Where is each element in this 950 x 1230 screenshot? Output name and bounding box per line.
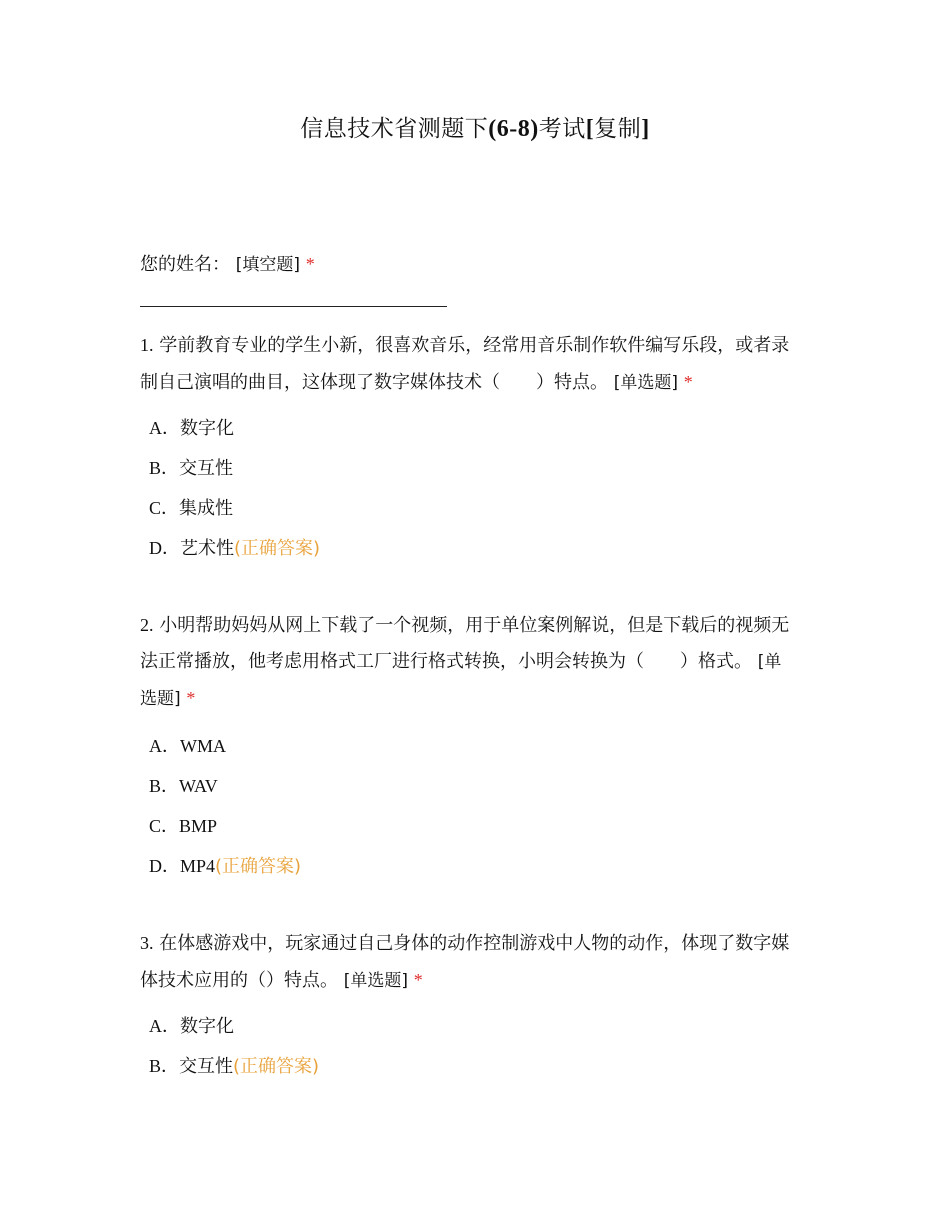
name-question xyxy=(140,246,315,283)
question-1 xyxy=(140,327,820,401)
question-text-line: 体技术应用的（）特点。 xyxy=(140,970,338,991)
question-text-line: 制自己演唱的曲目，这体现了数字媒体技术（ ）特点。 xyxy=(140,372,608,393)
question-type-tag: [单选题] xyxy=(343,971,408,991)
question-number: 2. xyxy=(140,615,154,635)
required-marker: * xyxy=(413,970,423,990)
question-text-line: 学前教育专业的学生小新，很喜欢音乐，经常用音乐制作软件编写乐段，或者录 xyxy=(159,335,790,356)
option-2d: D．MP4(正确答案) xyxy=(149,856,302,877)
question-type-tag: [单 xyxy=(757,652,782,672)
name-label: 您的姓名： xyxy=(140,254,230,275)
correct-answer-label: (正确答案) xyxy=(234,538,321,559)
question-type-tag: 选题] xyxy=(140,689,181,709)
option-3a: A．数字化 xyxy=(149,1016,234,1037)
question-type-tag: [填空题] xyxy=(235,255,300,275)
question-3 xyxy=(140,925,820,999)
question-text-line: 小明帮助妈妈从网上下载了一个视频，用于单位案例解说，但是下载后的视频无 xyxy=(159,615,790,636)
required-marker: * xyxy=(683,372,693,392)
question-type-tag: [单选题] xyxy=(613,373,678,393)
option-1d: D．艺术性(正确答案) xyxy=(149,538,321,559)
page-title: 信息技术省测题下(6-8)考试[复制] xyxy=(300,116,650,142)
required-marker: * xyxy=(186,688,196,708)
option-1a: A．数字化 xyxy=(149,418,234,439)
option-3b: B．交互性(正确答案) xyxy=(149,1056,320,1077)
option-2a: A．WMA xyxy=(149,736,226,756)
question-text-line: 在体感游戏中，玩家通过自己身体的动作控制游戏中人物的动作，体现了数字媒 xyxy=(159,933,790,954)
option-2c: C．BMP xyxy=(149,816,218,836)
correct-answer-label: (正确答案) xyxy=(233,1056,320,1077)
option-1b: B．交互性 xyxy=(149,458,234,479)
question-text-line: 法正常播放，他考虑用格式工厂进行格式转换，小明会转换为（ ）格式。 xyxy=(140,651,752,672)
question-number: 3. xyxy=(140,933,154,953)
correct-answer-label: (正确答案) xyxy=(215,856,302,877)
name-answer-line xyxy=(140,306,447,307)
question-number: 1. xyxy=(140,335,154,355)
question-2 xyxy=(140,607,820,717)
required-marker: * xyxy=(305,254,315,274)
option-1c: C．集成性 xyxy=(149,498,234,519)
option-2b: B．WAV xyxy=(149,776,218,796)
